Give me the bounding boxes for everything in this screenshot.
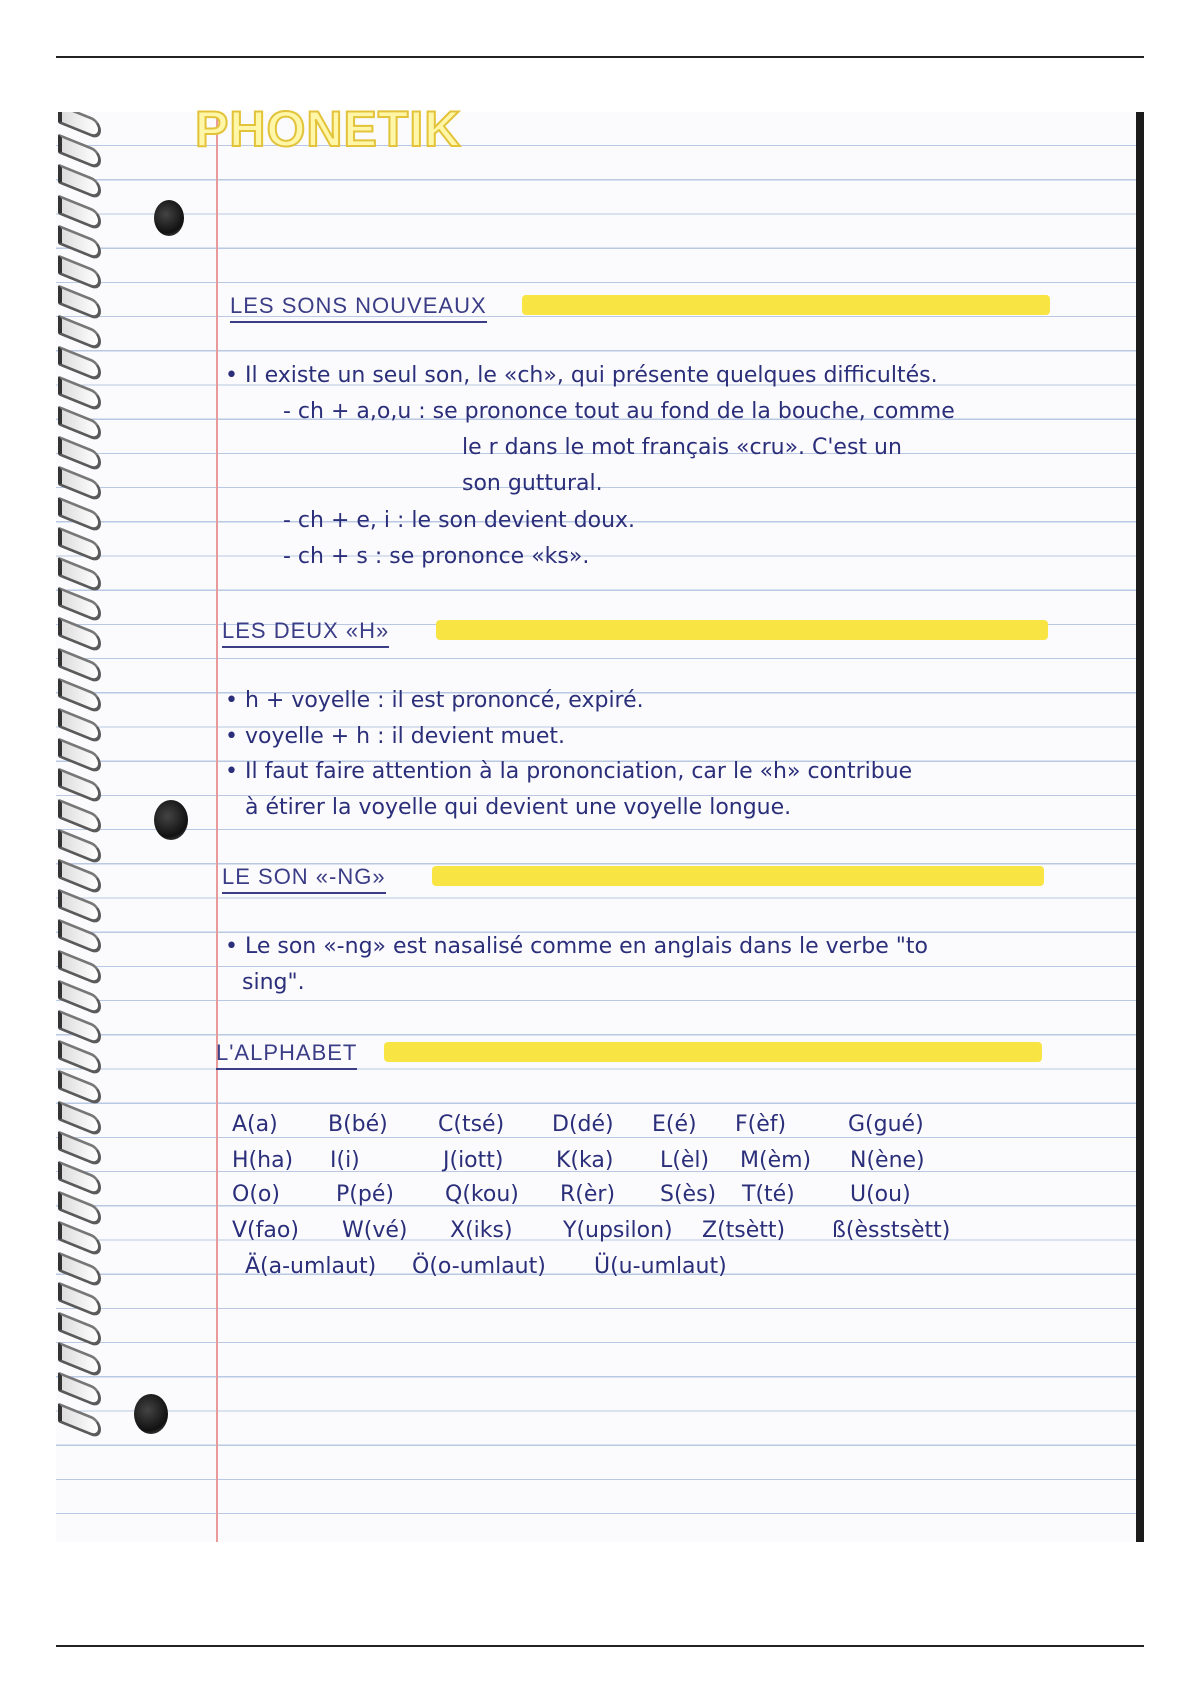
spiral-coil (58, 1372, 101, 1409)
alphabet-letter: L(èl) (660, 1148, 710, 1173)
alphabet-letter: Y(upsilon) (563, 1218, 673, 1243)
alphabet-letter: P(pé) (336, 1182, 394, 1207)
highlighter-stroke (522, 295, 1050, 315)
bottom-rule (56, 1645, 1144, 1647)
spiral-coil (58, 1221, 101, 1258)
text-line: sing". (242, 970, 305, 995)
alphabet-letter: ß(èsstsètt) (832, 1218, 951, 1243)
spiral-coil (58, 919, 101, 956)
highlighter-stroke (436, 620, 1048, 640)
alphabet-letter: H(ha) (232, 1148, 294, 1173)
alphabet-letter: E(é) (652, 1112, 697, 1137)
punch-hole (134, 1394, 168, 1434)
highlighter-stroke (432, 866, 1044, 886)
alphabet-letter: Z(tsètt) (702, 1218, 786, 1243)
spiral-coil (58, 224, 101, 261)
section-heading-deux-h (222, 618, 1048, 658)
alphabet-letter: J(iott) (443, 1148, 504, 1173)
page-title: PHONETIK (195, 101, 462, 157)
section-heading-son-ng (222, 864, 1044, 904)
alphabet-letter: C(tsé) (438, 1112, 505, 1137)
spiral-coil (58, 798, 101, 835)
spiral-coil (58, 949, 101, 986)
alphabet-letter: S(ès) (660, 1182, 717, 1207)
text-line: - ch + s : se prononce «ks». (283, 544, 590, 569)
text-line: • Il faut faire attention à la prononciation, car le «h» contribue (225, 759, 913, 784)
spiral-coil (58, 526, 101, 563)
alphabet-letter: U(ou) (850, 1182, 911, 1207)
spiral-coil (58, 375, 101, 412)
spiral-coil (58, 828, 101, 865)
section-heading-sons-nouveaux (230, 293, 1050, 333)
top-rule (56, 56, 1144, 58)
spiral-coil (58, 466, 101, 503)
alphabet-letter: M(èm) (740, 1148, 812, 1173)
heading-text: LES DEUX «H» (222, 618, 389, 648)
highlighter-stroke (384, 1042, 1042, 1062)
spiral-coil (58, 1402, 101, 1439)
spiral-coil (58, 647, 101, 684)
punch-hole (154, 200, 184, 236)
heading-text: L'ALPHABET (216, 1040, 357, 1070)
alphabet-letter: B(bé) (328, 1112, 388, 1137)
text-line: le r dans le mot français «cru». C'est un (462, 435, 902, 460)
alphabet-letter: Q(kou) (445, 1182, 519, 1207)
text-line: • voyelle + h : il devient muet. (225, 724, 566, 749)
alphabet-letter: N(ène) (850, 1148, 925, 1173)
alphabet-letter: Ö(o-umlaut) (412, 1254, 546, 1279)
alphabet-letter: T(té) (742, 1182, 795, 1207)
spiral-coil (58, 345, 101, 382)
margin-line (216, 112, 218, 1542)
section-heading-alphabet (216, 1040, 1042, 1080)
spiral-binding (56, 112, 116, 1542)
alphabet-letter: F(èf) (735, 1112, 787, 1137)
spiral-coil (58, 164, 101, 201)
heading-text: LES SONS NOUVEAUX (230, 293, 487, 323)
spiral-coil (58, 1281, 101, 1318)
spiral-coil (58, 194, 101, 231)
text-line: • Il existe un seul son, le «ch», qui présente quelques difficultés. (225, 363, 938, 388)
alphabet-letter: W(vé) (342, 1218, 408, 1243)
alphabet-letter: Ü(u-umlaut) (594, 1254, 727, 1279)
spiral-coil (58, 1100, 101, 1137)
spiral-coil (58, 979, 101, 1016)
spiral-coil (58, 1130, 101, 1167)
spiral-coil (58, 496, 101, 533)
heading-text: LE SON «-NG» (222, 864, 386, 894)
spiral-coil (58, 617, 101, 654)
text-line: à étirer la voyelle qui devient une voyelle longue. (245, 795, 792, 820)
text-line: - ch + a,o,u : se prononce tout au fond de la bouche, comme (283, 399, 955, 424)
alphabet-letter: O(o) (232, 1182, 280, 1207)
text-line: - ch + e, i : le son devient doux. (283, 508, 636, 533)
spiral-coil (58, 1251, 101, 1288)
alphabet-letter: I(i) (330, 1148, 360, 1173)
spiral-coil (58, 315, 101, 352)
punch-hole (154, 800, 188, 840)
spiral-coil (58, 677, 101, 714)
text-line: • h + voyelle : il est prononcé, expiré. (225, 688, 644, 713)
alphabet-letter: X(iks) (450, 1218, 513, 1243)
spiral-coil (58, 1070, 101, 1107)
alphabet-letter: V(fao) (232, 1218, 299, 1243)
alphabet-letter: G(gué) (848, 1112, 924, 1137)
alphabet-letter: Ä(a-umlaut) (245, 1254, 377, 1279)
alphabet-letter: R(èr) (560, 1182, 616, 1207)
text-line: son guttural. (462, 471, 603, 496)
spiral-coil (58, 768, 101, 805)
text-line: • Le son «-ng» est nasalisé comme en anglais dans le verbe "to (225, 934, 928, 959)
alphabet-letter: D(dé) (552, 1112, 614, 1137)
alphabet-letter: K(ka) (556, 1148, 614, 1173)
alphabet-letter: A(a) (232, 1112, 278, 1137)
